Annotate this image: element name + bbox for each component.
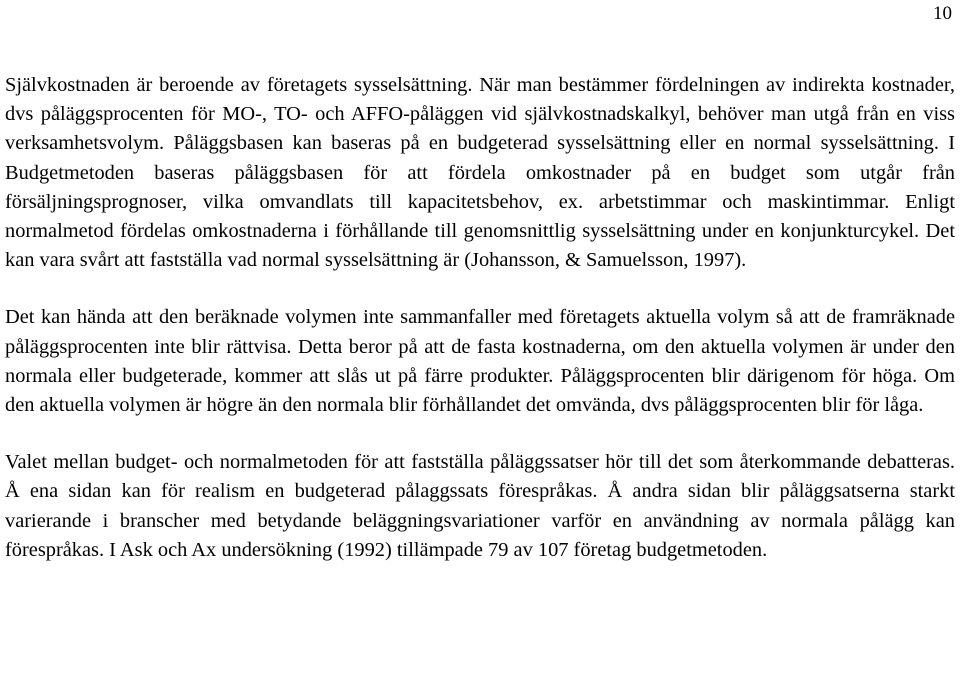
paragraph-sysselsattning: Självkostnaden är beroende av företagets sysselsättning. När man bestämmer fördelningen av indirekta kostnader, dvs påläggsprocenten för MO-, TO- och AFFO-påläggen vid självkostnadskalkyl, behöver man utgå från en viss verksamhetsvolym. Påläggsbasen kan baseras på en budgeterad sysselsättning eller en normal sysselsättning. I Budgetmetoden baseras påläggsbasen för att fördela omkostnader på en budget som utgår från försäljningsprognoser, vilka omvandlats till kapacitetsbehov, ex. arbetstimmar och maskintimmar. Enligt normalmetod fördelas omkostnaderna i förhållande till genomsnittlig sysselsättning under en konjunkturcykel. Det kan vara svårt att fastställa vad normal sysselsättning är (Johansson, & Samuelsson, 1997). — [5, 74, 955, 272]
paragraph-spacer — [5, 420, 955, 448]
paragraph-metodval: Valet mellan budget- och normalmetoden för att fastställa påläggssatser hör till det som återkommande debatteras. Å ena sidan kan för realism en budgeterad pålaggssats förespråkas. Å andra sidan blir påläggsatserna starkt varierande i branscher med betydande beläggningsvariationer varför en användning av normala pålägg kan förespråkas. I Ask och Ax undersökning (1992) tillämpade 79 av 107 företag budgetmetoden. — [5, 451, 955, 561]
document-body — [5, 71, 955, 565]
paragraph-spacer — [5, 275, 955, 303]
page-number: 10 — [933, 3, 952, 24]
paragraph-volym: Det kan hända att den beräknade volymen inte sammanfaller med företagets aktuella volym så att de framräknade påläggsprocenten inte blir rättvisa. Detta beror på att de fasta kostnaderna, om den aktuella volymen är under den normala eller budgeterade, kommer att slås ut på färre produkter. Påläggsprocenten blir därigenom för höga. Om den aktuella volymen är högre än den normala blir förhållandet det omvända, dvs påläggsprocenten blir för låga. — [5, 306, 955, 417]
